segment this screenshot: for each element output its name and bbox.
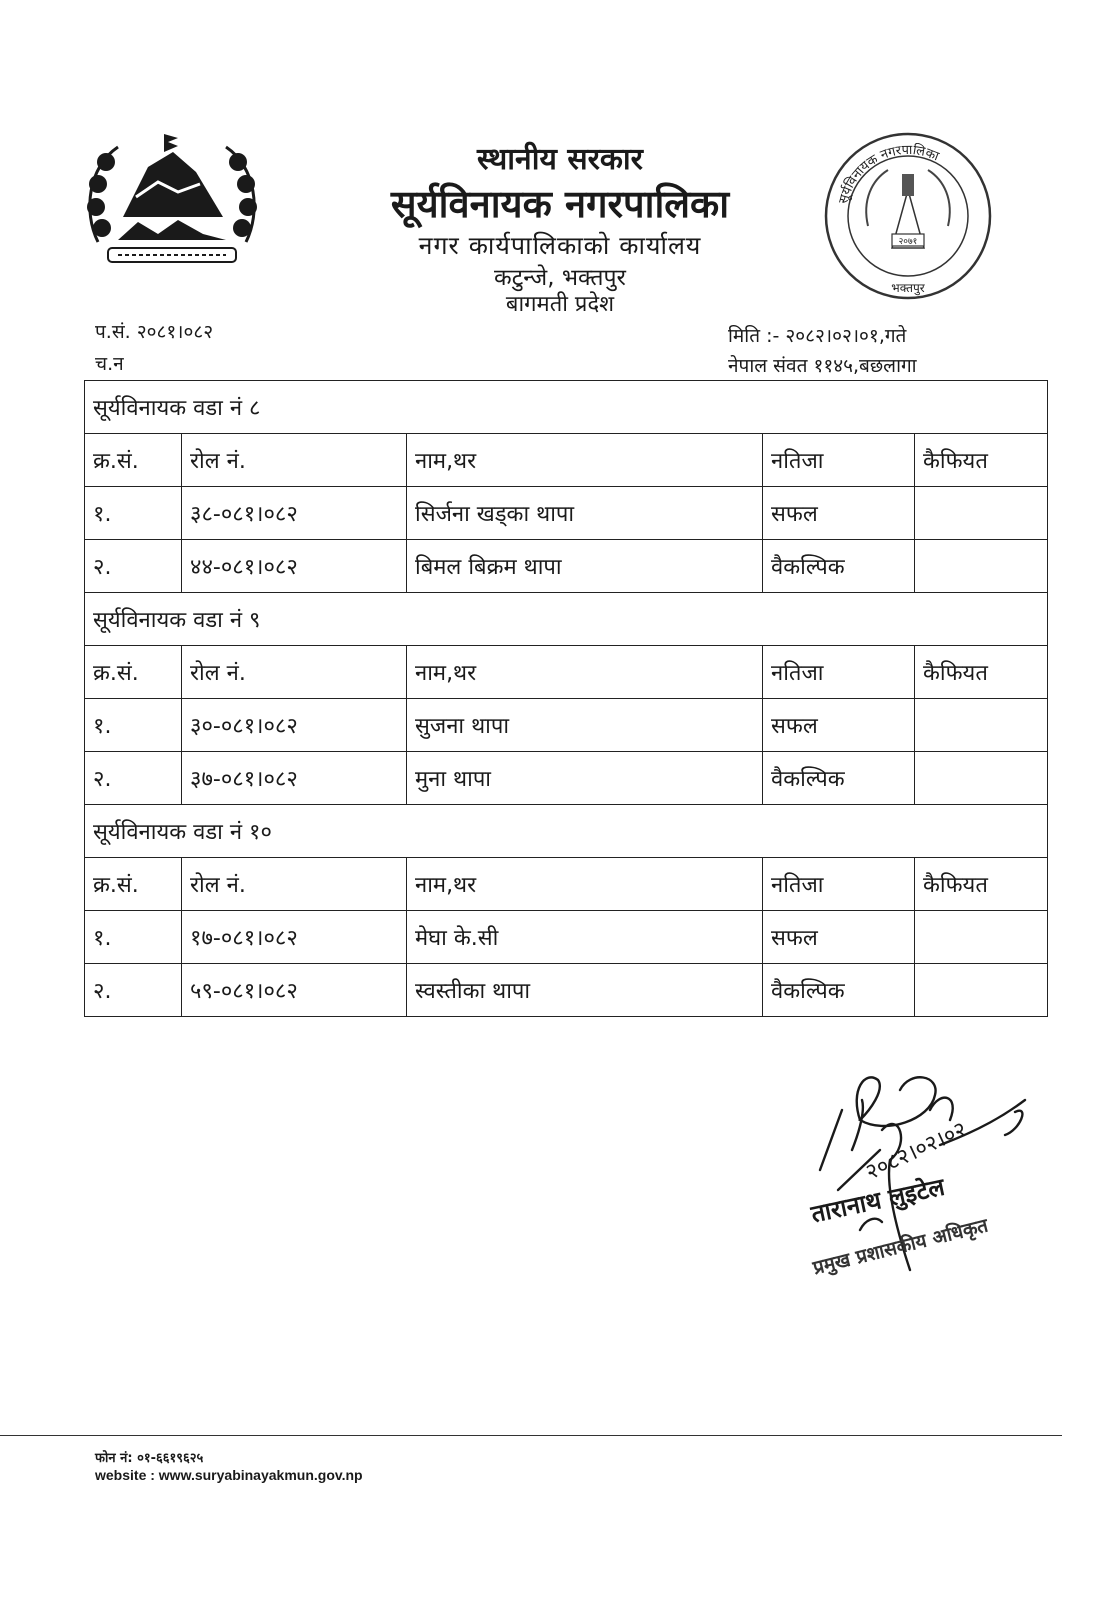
- municipality-name: सूर्यविनायक नगरपालिका: [390, 182, 730, 226]
- column-header: नाम,थर: [407, 858, 763, 911]
- table-cell: बिमल बिक्रम थापा: [407, 540, 763, 593]
- column-header: नाम,थर: [407, 434, 763, 487]
- table-cell: १.: [85, 911, 182, 964]
- municipality-seal-icon: [822, 130, 994, 302]
- column-header: रोल नं.: [182, 434, 407, 487]
- table-cell: १.: [85, 699, 182, 752]
- office-address: कटुन्जे, भक्तपुर: [494, 265, 626, 291]
- table-cell: ३८-०८१।०८२: [182, 487, 407, 540]
- table-row: [85, 964, 1048, 1017]
- table-cell: २.: [85, 964, 182, 1017]
- table-row: [85, 699, 1048, 752]
- table-cell: ३७-०८१।०८२: [182, 752, 407, 805]
- seal-arc-text: सूर्यविनायक नगरपालिका: [836, 142, 941, 206]
- ward-title: सूर्यविनायक वडा नं १०: [85, 805, 1048, 858]
- table-cell: [915, 699, 1048, 752]
- table-row: [85, 752, 1048, 805]
- table-cell: ४४-०८१।०८२: [182, 540, 407, 593]
- reference-number: प.सं. २०८१।०८२: [95, 321, 214, 343]
- letterhead-line1: स्थानीय सरकार: [477, 142, 643, 177]
- column-header: रोल नं.: [182, 646, 407, 699]
- table-cell: २.: [85, 540, 182, 593]
- table-cell: सिर्जना खड्का थापा: [407, 487, 763, 540]
- table-cell: [915, 752, 1048, 805]
- table-cell: वैकल्पिक: [763, 752, 915, 805]
- table-cell: १७-०८१।०८२: [182, 911, 407, 964]
- footer-website: website : www.suryabinayakmun.gov.np: [95, 1467, 363, 1483]
- nepal-sambat-date: नेपाल संवत ११४५,बछलागा: [728, 355, 917, 377]
- table-cell: २.: [85, 752, 182, 805]
- column-header: नाम,थर: [407, 646, 763, 699]
- table-row: [85, 487, 1048, 540]
- column-header: कैफियत: [915, 646, 1048, 699]
- table-header-row: [85, 434, 1048, 487]
- footer-phone: फोन नं: ०१-६६१९६२५: [95, 1451, 204, 1466]
- column-header: क्र.सं.: [85, 858, 182, 911]
- table-header-row: [85, 646, 1048, 699]
- column-header: क्र.सं.: [85, 646, 182, 699]
- date-line: मिति :- २०८२।०२।०१,गते: [728, 325, 907, 347]
- seal-place: भक्तपुर: [891, 281, 925, 295]
- results-table: [84, 380, 1048, 1017]
- column-header: कैफियत: [915, 858, 1048, 911]
- table-cell: ५९-०८१।०८२: [182, 964, 407, 1017]
- table-cell: सफल: [763, 699, 915, 752]
- table-row: [85, 911, 1048, 964]
- svg-text:सूर्यविनायक नगरपालिका: [836, 142, 941, 205]
- table-cell: [915, 487, 1048, 540]
- handwritten-date: २०८२।०२।०२: [861, 1117, 971, 1186]
- dispatch-number: च.न: [95, 353, 124, 375]
- table-cell: [915, 540, 1048, 593]
- table-cell: वैकल्पिक: [763, 964, 915, 1017]
- footer-divider: [0, 1435, 1062, 1436]
- column-header: क्र.सं.: [85, 434, 182, 487]
- signatory-name: तारानाथ लुइटेल: [808, 1172, 948, 1229]
- column-header: नतिजा: [763, 858, 915, 911]
- table-cell: मुना थापा: [407, 752, 763, 805]
- table-cell: सुजना थापा: [407, 699, 763, 752]
- office-name: नगर कार्यपालिकाको कार्यालय: [418, 231, 702, 260]
- province-name: बागमती प्रदेश: [505, 292, 615, 317]
- column-header: कैफियत: [915, 434, 1048, 487]
- ward-title: सूर्यविनायक वडा नं ८: [85, 381, 1048, 434]
- column-header: रोल नं.: [182, 858, 407, 911]
- column-header: नतिजा: [763, 434, 915, 487]
- nepal-emblem-icon: [78, 122, 266, 274]
- table-cell: सफल: [763, 487, 915, 540]
- table-cell: सफल: [763, 911, 915, 964]
- ward-title: सूर्यविनायक वडा नं ९: [85, 593, 1048, 646]
- letterhead: [300, 140, 820, 318]
- table-cell: स्वस्तीका थापा: [407, 964, 763, 1017]
- column-header: नतिजा: [763, 646, 915, 699]
- table-cell: मेघा के.सी: [407, 911, 763, 964]
- table-cell: वैकल्पिक: [763, 540, 915, 593]
- table-cell: ३०-०८१।०८२: [182, 699, 407, 752]
- table-cell: १.: [85, 487, 182, 540]
- signatory-title: प्रमुख प्रशासकीय अधिकृत: [810, 1214, 991, 1280]
- table-cell: [915, 911, 1048, 964]
- table-cell: [915, 964, 1048, 1017]
- seal-year: २०७१: [898, 237, 918, 247]
- table-header-row: [85, 858, 1048, 911]
- ward-section-row: [85, 593, 1048, 646]
- ward-section-row: [85, 381, 1048, 434]
- table-row: [85, 540, 1048, 593]
- ward-section-row: [85, 805, 1048, 858]
